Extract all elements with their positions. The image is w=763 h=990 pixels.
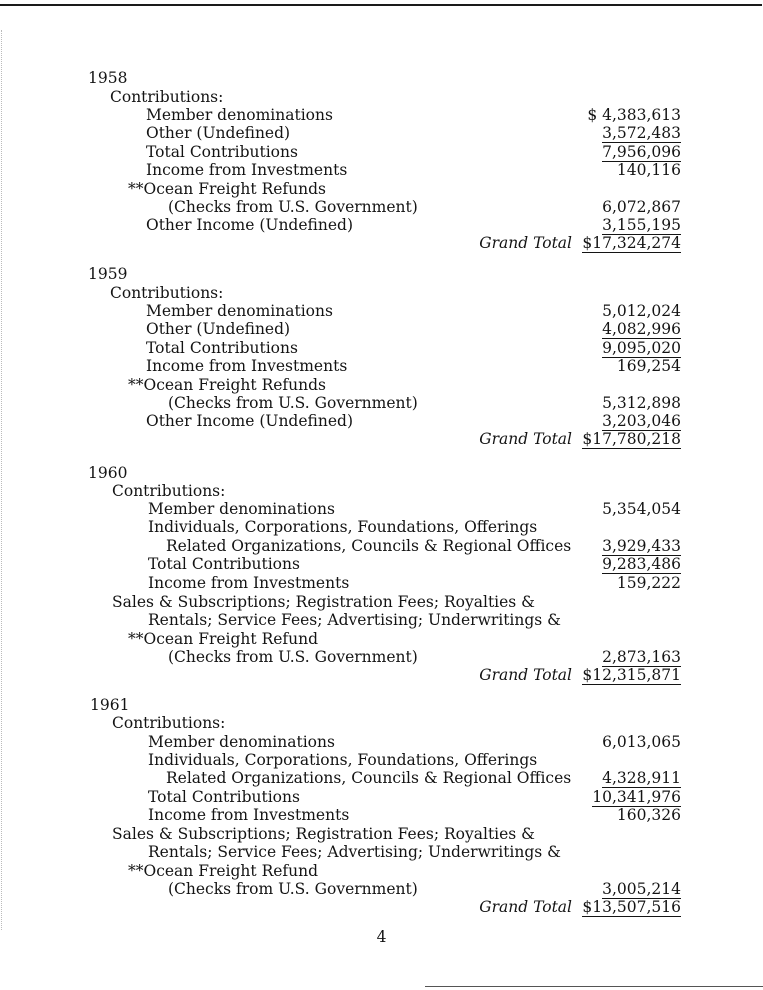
other-income-amount: 3,203,046 (602, 412, 681, 430)
checks-government-label: (Checks from U.S. Government) (168, 198, 418, 216)
ocean-freight-label: **Ocean Freight Refunds (128, 180, 326, 198)
grand-total-amount: $13,507,516 (582, 898, 681, 916)
income-investments-amount: 169,254 (616, 357, 681, 375)
income-investments-label: Income from Investments (148, 806, 350, 824)
year-heading: 1958 (88, 69, 128, 87)
year-heading: 1959 (88, 265, 128, 283)
income-investments-amount: 159,222 (616, 574, 681, 592)
grand-total-label: Grand Total (479, 898, 572, 916)
grand-total-label: Grand Total (479, 430, 572, 448)
checks-government-amount: 2,873,163 (602, 648, 681, 666)
income-investments-label: Income from Investments (148, 574, 350, 592)
related-organizations-amount: 4,328,911 (602, 769, 681, 787)
sales-subscriptions-label: Sales & Subscriptions; Registration Fees; Royalties & (112, 825, 535, 843)
year-heading: 1961 (90, 696, 130, 714)
grand-total-amount: $17,780,218 (582, 430, 681, 448)
top-rule (0, 4, 762, 6)
total-contributions-amount: 7,956,096 (602, 143, 681, 161)
grand-total-amount: $12,315,871 (582, 666, 681, 684)
related-organizations-label: Related Organizations, Councils & Regional Offices (166, 769, 572, 787)
total-contributions-label: Total Contributions (148, 555, 300, 573)
checks-government-amount: 6,072,867 (602, 198, 681, 216)
other-undefined-amount: 4,082,996 (602, 320, 681, 338)
related-organizations-amount: 3,929,433 (602, 537, 681, 555)
sales-subscriptions-label: Sales & Subscriptions; Registration Fees; Royalties & (112, 593, 535, 611)
checks-government-label: (Checks from U.S. Government) (168, 394, 418, 412)
other-undefined-amount: 3,572,483 (602, 124, 681, 142)
rentals-label: Rentals; Service Fees; Advertising; Underwritings & (148, 611, 561, 629)
other-undefined-label: Other (Undefined) (146, 320, 291, 338)
total-contributions-amount: 10,341,976 (592, 788, 681, 806)
member-denominations-amount: 6,013,065 (602, 733, 681, 751)
individuals-label: Individuals, Corporations, Foundations, Offerings (148, 751, 538, 769)
grand-total-label: Grand Total (479, 234, 572, 252)
left-edge-rule (1, 30, 3, 930)
bottom-rule (425, 986, 763, 987)
checks-government-amount: 5,312,898 (602, 394, 681, 412)
grand-total-amount: $17,324,274 (582, 234, 681, 252)
total-contributions-label: Total Contributions (146, 143, 298, 161)
contributions-label: Contributions: (110, 88, 224, 106)
year-heading: 1960 (88, 464, 128, 482)
checks-government-amount: 3,005,214 (602, 880, 681, 898)
ocean-freight-label: **Ocean Freight Refund (128, 862, 319, 880)
other-income-label: Other Income (Undefined) (146, 412, 353, 430)
individuals-label: Individuals, Corporations, Foundations, Offerings (148, 518, 538, 536)
contributions-label: Contributions: (112, 482, 226, 500)
other-income-label: Other Income (Undefined) (146, 216, 353, 234)
other-income-amount: 3,155,195 (602, 216, 681, 234)
member-denominations-label: Member denominations (146, 106, 333, 124)
total-contributions-label: Total Contributions (148, 788, 300, 806)
total-contributions-amount: 9,095,020 (602, 339, 681, 357)
checks-government-label: (Checks from U.S. Government) (168, 648, 418, 666)
member-denominations-amount: 5,012,024 (602, 302, 681, 320)
member-denominations-label: Member denominations (146, 302, 333, 320)
income-investments-label: Income from Investments (146, 357, 348, 375)
contributions-label: Contributions: (112, 714, 226, 732)
total-contributions-amount: 9,283,486 (602, 555, 681, 573)
page-number: 4 (376, 928, 387, 946)
contributions-label: Contributions: (110, 284, 224, 302)
member-denominations-label: Member denominations (148, 733, 335, 751)
income-investments-amount: 160,326 (616, 806, 681, 824)
income-investments-label: Income from Investments (146, 161, 348, 179)
grand-total-label: Grand Total (479, 666, 572, 684)
ocean-freight-label: **Ocean Freight Refunds (128, 376, 326, 394)
other-undefined-label: Other (Undefined) (146, 124, 291, 142)
member-denominations-label: Member denominations (148, 500, 335, 518)
income-investments-amount: 140,116 (616, 161, 681, 179)
ocean-freight-label: **Ocean Freight Refund (128, 630, 319, 648)
checks-government-label: (Checks from U.S. Government) (168, 880, 418, 898)
rentals-label: Rentals; Service Fees; Advertising; Underwritings & (148, 843, 561, 861)
member-denominations-amount: $ 4,383,613 (587, 106, 681, 124)
member-denominations-amount: 5,354,054 (602, 500, 681, 518)
related-organizations-label: Related Organizations, Councils & Regional Offices (166, 537, 572, 555)
total-contributions-label: Total Contributions (146, 339, 298, 357)
